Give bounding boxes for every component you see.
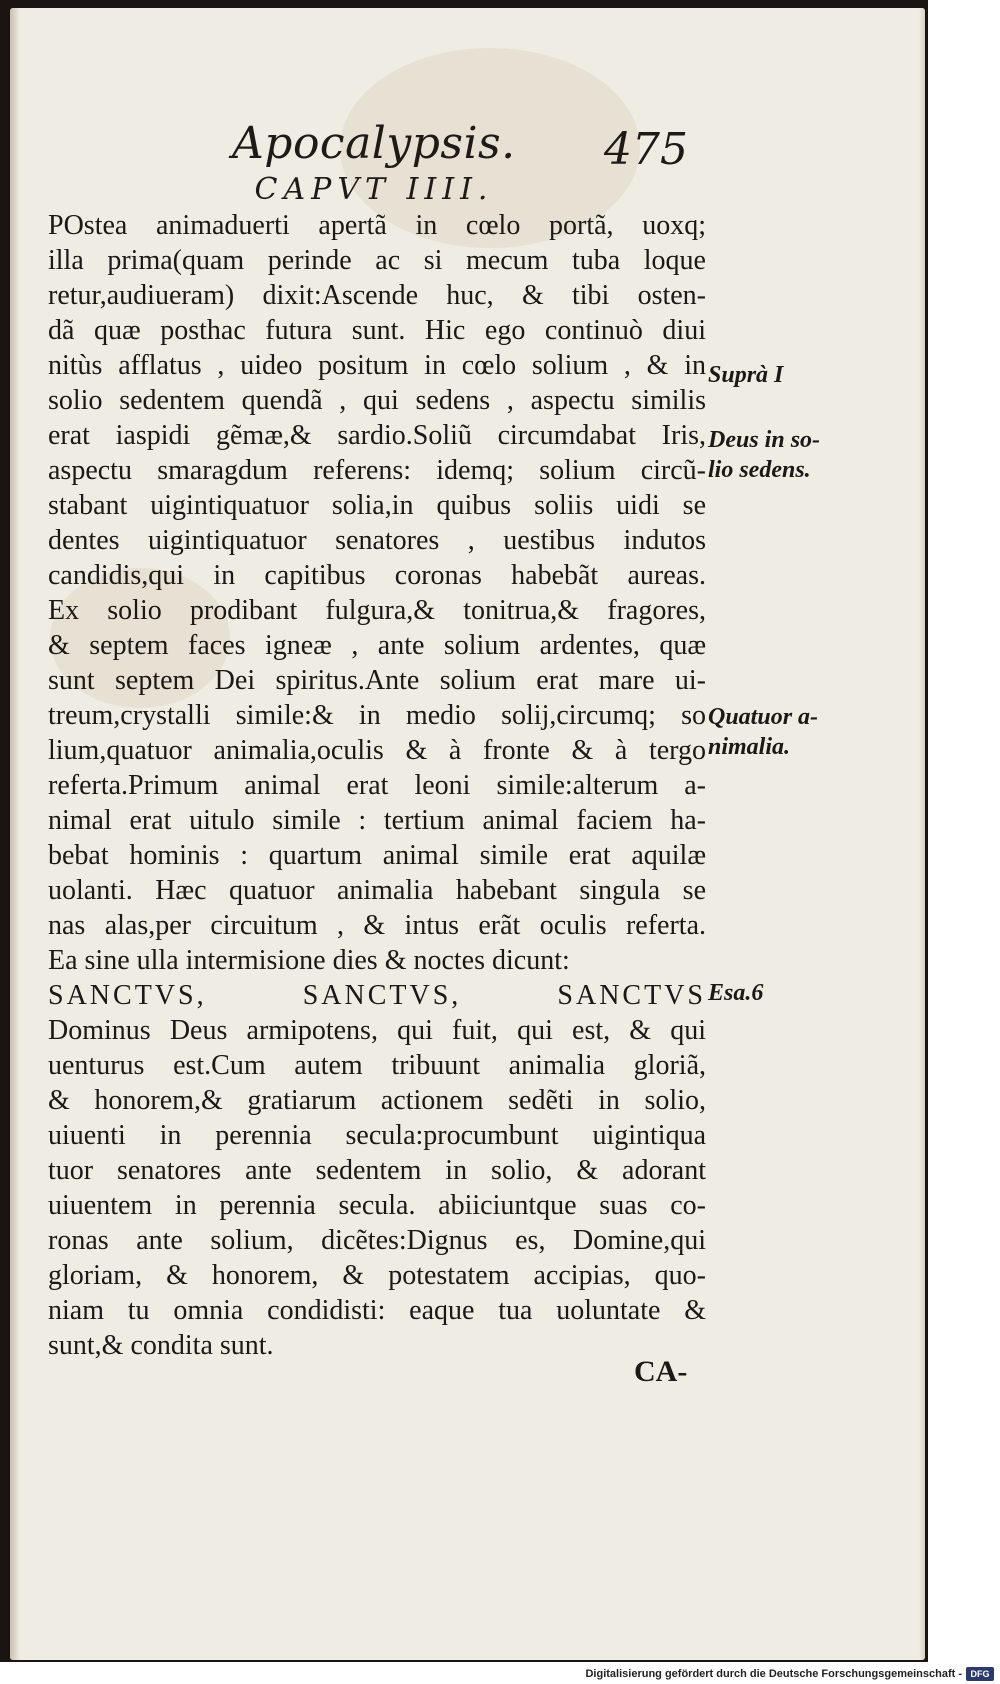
text-line: candidis,qui in capitibus coronas habebãt aureas. [48,560,706,591]
marginal-note-deus-line2: lio sedens. [708,457,811,483]
text-line: gloriam, & honorem, & potestatem accipias, quo- [48,1260,706,1291]
marginal-note-esa: Esa.6 [708,980,764,1006]
text-line: Ea sine ulla intermisione dies & noctes dicunt: [48,945,570,976]
text-line: nas alas,per circuitum , & intus erãt oculis referta. [48,910,706,941]
text-line: niam tu omnia condidisti: eaque tua uoluntate & [48,1295,706,1326]
text-line: retur,audiueram) dixit:Ascende huc, & tibi osten- [48,280,706,311]
marginal-note-deus-line1: Deus in so- [708,427,821,453]
page-spine-shadow [10,8,20,1660]
main-text-block [48,208,706,1363]
text-line: treum,crystalli simile:& in medio solij,circumq; so [48,700,706,731]
text-line: tuor senatores ante sedentem in solio, & adorant [48,1155,706,1186]
text-line: sunt septem Dei spiritus.Ante solium erat mare ui- [48,665,706,696]
catchword: CA- [634,1355,688,1388]
text-line: solio sedentem quendã , qui sedens , aspectu similis [48,385,706,416]
text-line: Dominus Deus armipotens, qui fuit, qui est, & qui [48,1015,706,1046]
text-line: POstea animaduerti apertã in cœlo portã, uoxq; [48,210,706,241]
running-head-title: Apocalypsis. [232,118,516,169]
text-line: stabant uigintiquatuor solia,in quibus soliis uidi se [48,490,706,521]
text-line: referta.Primum animal erat leoni simile:alterum a- [48,770,706,801]
text-line: & honorem,& gratiarum actionem sedẽti in solio, [48,1085,706,1116]
dfg-logo-icon: DFG [966,1667,994,1681]
text-line: bebat hominis : quartum animal simile erat aquilæ [48,840,706,871]
text-line: lium,quatuor animalia,oculis & à fronte & à tergo [48,735,706,766]
text-line: uiuenti in perennia secula:procumbunt uigintiqua [48,1120,706,1151]
page-number: 475 [604,124,688,175]
marginal-note-supra: Suprà I [708,362,784,388]
text-line: uenturus est.Cum autem tribuunt animalia gloriã, [48,1050,706,1081]
text-line: sunt,& condita sunt. [48,1330,274,1361]
footer-credit: Digitalisierung gefördert durch die Deutsche Forschungsgemeinschaft - [585,1668,962,1680]
marginal-note-quatuor-line2: nimalia. [708,734,791,760]
text-line: & septem faces igneæ , ante solium ardentes, quæ [48,630,706,661]
text-line: uolanti. Hæc quatuor animalia habebant singula se [48,875,706,906]
text-line: nitùs afflatus , uideo positum in cœlo solium , & in [48,350,706,381]
text-line: uiuentem in perennia secula. abiiciuntque suas co- [48,1190,706,1221]
text-line: nimal erat uitulo simile : tertium animal faciem ha- [48,805,706,836]
text-line: illa prima(quam perinde ac si mecum tuba loque [48,245,706,276]
chapter-heading: CAPVT IIII. [254,172,494,207]
page-edge-shadow [919,8,925,1660]
text-line: Ex solio prodibant fulgura,& tonitrua,& fragores, [48,595,706,626]
text-line: SANCTVS, SANCTVS, SANCTVS [48,980,706,1011]
text-line: dã quæ posthac futura sunt. Hic ego continuò diui [48,315,706,346]
text-line: ronas ante solium, dicẽtes:Dignus es, Domine,qui [48,1225,706,1256]
text-line: aspectu smaragdum referens: idemq; solium circũ- [48,455,706,486]
text-line: erat iaspidi gẽmæ,& sardio.Soliũ circumdabat Iris, [48,420,706,451]
text-line: dentes uigintiquatuor senatores , uestibus indutos [48,525,706,556]
marginal-note-quatuor-line1: Quatuor a- [708,704,819,730]
